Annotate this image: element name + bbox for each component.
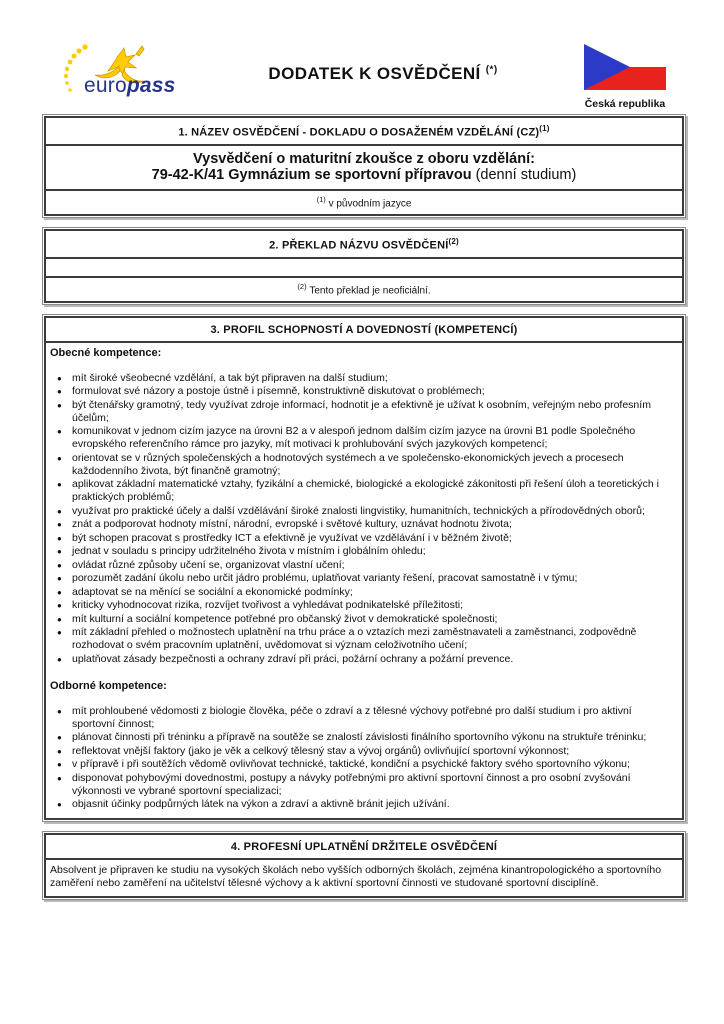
- study-form: (denní studium): [475, 166, 577, 183]
- flag-caption: Česká republika: [584, 98, 666, 110]
- section-2-inner: [44, 229, 684, 303]
- logo-pass-text: pass: [126, 74, 176, 97]
- competence-item: ● formulovat své názory a postoje ústně i písemně, konstruktivně diskutovat o problémech;: [50, 385, 677, 398]
- competence-item: ● mít prohloubené vědomosti z biologie člověka, péče o zdraví a z tělesné výchovy potřebné pro další studium i pro aktivní sportovní činnost;: [50, 705, 677, 731]
- professional-competences-list: [50, 705, 677, 812]
- section-4-occupations: [42, 831, 686, 900]
- competence-item: ● mít základní přehled o možnostech uplatnění na trhu práce a o vztazích mezi zaměstnavateli a zaměstnanci, zodpovědně rozhodovat o svém pracovním uplatnění, uvědomovat si význam celoživotního učení;: [50, 626, 677, 652]
- document-title: [268, 64, 497, 84]
- section-1-footnote: [46, 189, 682, 214]
- general-competences-heading: Obecné kompetence:: [50, 346, 162, 359]
- section-2-header-sup: (2): [448, 236, 459, 246]
- document-title-footnote-marker: (*): [485, 64, 498, 76]
- competence-item: ● aplikovat základní matematické vztahy, fyzikální a chemické, biologické a ekologické zákonitosti při řešení úloh a teoretických i praktických problémů;: [50, 478, 677, 504]
- section-3-header-text: 3. PROFIL SCHOPNOSTÍ A DOVEDNOSTÍ (KOMPETENCÍ): [210, 323, 518, 336]
- section-1-header: [46, 118, 682, 146]
- section-2-footnote-text: Tento překlad je neoficiální.: [309, 284, 431, 296]
- competence-item: ● být schopen pracovat s prostředky ICT a efektivně je využívat ve vzdělávání i v běžném životě;: [50, 532, 677, 545]
- document-title-text: DODATEK K OSVĚDČENÍ: [268, 64, 481, 83]
- europass-logo: [62, 40, 184, 102]
- competence-item: ● ovládat různé způsoby učení se, organizovat vlastní učení;: [50, 559, 677, 572]
- competence-item: ● objasnit účinky podpůrných látek na výkon a zdraví a aktivně bránit jejich užívání.: [50, 798, 677, 811]
- competence-item: ● v přípravě i při soutěžích vědomě ovlivňovat technické, taktické, kondiční a psychické faktory svého sportovního výkonu;: [50, 758, 677, 771]
- section-1-footnote-sup: (1): [316, 194, 326, 204]
- competence-item: ● reflektovat vnější faktory (jako je věk a celkový tělesný stav a vývoj orgánů) ovlivňující sportovní výkonnost;: [50, 745, 677, 758]
- professional-competences-heading: Odborné kompetence:: [50, 679, 167, 692]
- document-header: [42, 40, 686, 108]
- competence-item: ● kriticky vyhodnocovat rizika, rozvíjet tvořivost a vyhledávat podnikatelské příležitosti;: [50, 599, 677, 612]
- competence-item: ● disponovat pohybovými dovednostmi, postupy a návyky potřebnými pro aktivní sportovní činnost a pro osobní zvyšování výkonnosti ve vybrané sportovní specializaci;: [50, 772, 677, 798]
- section-3-header: [46, 318, 682, 343]
- section-3-inner: [44, 316, 684, 820]
- competence-item: ● mít široké všeobecné vzdělání, a tak být připraven na další studium;: [50, 372, 677, 385]
- section-4-header: [46, 835, 682, 860]
- competence-item: ● být čtenářsky gramotný, tedy využívat zdroje informací, hodnotit je a efektivně je užívat k osobním, veřejným nebo profesním účelům;: [50, 399, 677, 425]
- section-1-body: [46, 146, 682, 189]
- competence-item: ● využívat pro praktické účely a další vzdělávání široké znalosti lingvistiky, humanitních, technických a přírodovědných oborů;: [50, 505, 677, 518]
- section-2-body-empty: [46, 259, 682, 276]
- section-1-header-sup: (1): [539, 124, 550, 133]
- section-2-header: [46, 231, 682, 259]
- certificate-code-and-field: 79-42-K/41 Gymnázium se sportovní přípravou: [151, 166, 472, 183]
- general-competences-list: [50, 372, 677, 666]
- competence-item: ● znát a podporovat hodnoty místní, národní, evropské i světové kultury, uznávat hodnotu života;: [50, 518, 677, 531]
- section-2-header-text: 2. PŘEKLAD NÁZVU OSVĚDČENÍ: [269, 239, 449, 252]
- section-4-inner: [44, 833, 684, 898]
- competence-item: ● porozumět zadání úkolu nebo určit jádro problému, uplatňovat varianty řešení, pracovat samostatně i v týmu;: [50, 572, 677, 585]
- competence-item: ● mít kulturní a sociální kompetence potřebné pro občanský život v demokratické společnosti;: [50, 613, 677, 626]
- competence-item: ● adaptovat se na měnící se sociální a ekonomické podmínky;: [50, 586, 677, 599]
- section-4-header-text: 4. PROFESNÍ UPLATNĚNÍ DRŽITELE OSVĚDČENÍ: [230, 840, 498, 853]
- section-2-footnote-sup: (2): [297, 281, 307, 291]
- competence-item: ● plánovat činnosti při tréninku a přípravě na soutěže se znalostí závislosti finálního sportovního výkonu na struktuře tréninku;: [50, 731, 677, 744]
- europass-logo-text: [84, 74, 176, 98]
- competence-item: ● uplatňovat zásady bezpečnosti a ochrany zdraví při práci, požární ochrany a požární prevence.: [50, 653, 677, 666]
- section-1-certificate-title: [42, 114, 686, 218]
- czech-flag-icon: [584, 44, 666, 90]
- logo-euro-text: euro: [84, 74, 127, 97]
- competence-item: ● komunikovat v jednom cizím jazyce na úrovni B2 a v alespoň jednom dalším cizím jazyce na úrovni B1 podle Společného evropského referenčního rámce pro jazyky, mít motivaci k prohlubování svých jazykových kompetencí;: [50, 425, 677, 451]
- section-2-translation: [42, 227, 686, 305]
- country-flag-block: [582, 44, 668, 110]
- certificate-title-line1: Vysvědčení o maturitní zkoušce z oboru vzdělání:: [193, 150, 535, 167]
- certificate-title-line2: [52, 167, 676, 183]
- section-1-footnote-text: v původním jazyce: [328, 197, 412, 209]
- competence-item: ● jednat v souladu s principy udržitelného života v místním i globálním ohledu;: [50, 545, 677, 558]
- section-2-footnote: [46, 276, 682, 301]
- section-1-inner: [44, 116, 684, 216]
- section-1-header-text: 1. NÁZEV OSVĚDČENÍ - DOKLADU O DOSAŽENÉM VZDĚLÁNÍ (CZ): [178, 126, 540, 139]
- section-3-body: [46, 343, 682, 818]
- section-4-body: Absolvent je připraven ke studiu na vysokých školách nebo vyšších odborných školách, zejména kinantropologického a sportovního zaměření nebo zaměření na učitelství tělesné výchovy a k aktivní sportovní činnosti ve studované sportovní disciplíně.: [50, 863, 662, 889]
- section-3-competence-profile: [42, 314, 686, 822]
- competence-item: ● orientovat se v různých společenských a hodnotových systémech a ve společensko-ekonomických jevech a procesech každodenního života, být finančně gramotný;: [50, 452, 677, 478]
